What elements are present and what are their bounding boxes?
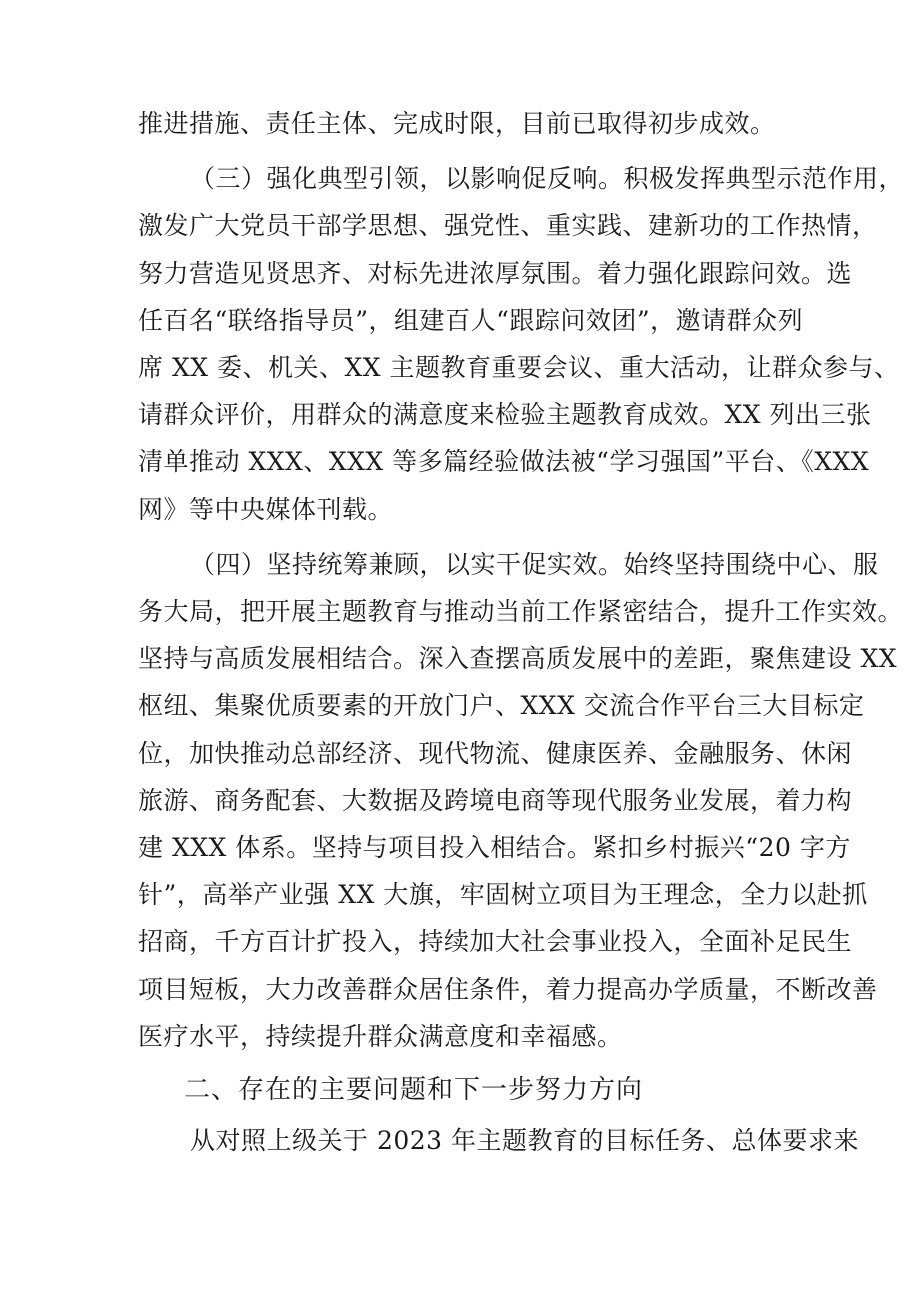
text-line: 推进措施、责任主体、完成时限，目前已取得初步成效。: [138, 109, 776, 138]
text-line: 枢纽、集聚优质要素的开放门户、XXX 交流合作平台三大目标定: [138, 691, 865, 720]
text-line: 旅游、商务配套、大数据及跨境电商等现代服务业发展，着力构: [138, 786, 853, 815]
text-line: 任百名“联络指导员”，组建百人“跟踪问效团”，邀请群众列: [138, 306, 804, 335]
text-line: 位，加快推动总部经济、现代物流、健康医养、金融服务、休闲: [138, 739, 853, 768]
text-line: 清单推动 XXX、XXX 等多篇经验做法被“学习强国”平台、《XXX: [138, 447, 870, 476]
text-line: 坚持与高质发展相结合。深入查摆高质发展中的差距，聚焦建设 XX: [138, 644, 898, 673]
text-line: 激发广大党员干部学思想、强党性、重实践、建新功的工作热情，: [138, 211, 878, 240]
text-line: 请群众评价，用群众的满意度来检验主题教育成效。XX 列出三张: [138, 400, 872, 429]
text-line: （三）强化典型引领，以影响促反响。积极发挥典型示范作用，: [190, 164, 905, 193]
text-line: 网》等中央媒体刊载。: [138, 495, 394, 524]
text-line: 务大局，把开展主题教育与推动当前工作紧密结合，提升工作实效。: [138, 597, 904, 626]
text-line: （四）坚持统筹兼顾，以实干促实效。始终坚持围绕中心、服: [190, 550, 879, 579]
text-line: 席 XX 委、机关、XX 主题教育重要会议、重大活动，让群众参与、: [138, 353, 900, 382]
text-line: 努力营造见贤思齐、对标先进浓厚氛围。着力强化跟踪问效。选: [138, 259, 853, 288]
text-line: 针”，高举产业强 XX 大旗，牢固树立项目为王理念，全力以赴抓: [138, 880, 868, 909]
text-line: 医疗水平，持续提升群众满意度和幸福感。: [138, 1022, 623, 1051]
text-line: 建 XXX 体系。坚持与项目投入相结合。紧扣乡村振兴“20 字方: [138, 833, 851, 862]
section-heading: 二、存在的主要问题和下一步努力方向: [184, 1075, 644, 1105]
text-line: 项目短板，大力改善群众居住条件，着力提高办学质量，不断改善: [138, 975, 878, 1004]
text-line: 从对照上级关于 2023 年主题教育的目标任务、总体要求来: [190, 1126, 860, 1155]
text-line: 招商，千方百计扩投入，持续加大社会事业投入，全面补足民生: [138, 927, 853, 956]
